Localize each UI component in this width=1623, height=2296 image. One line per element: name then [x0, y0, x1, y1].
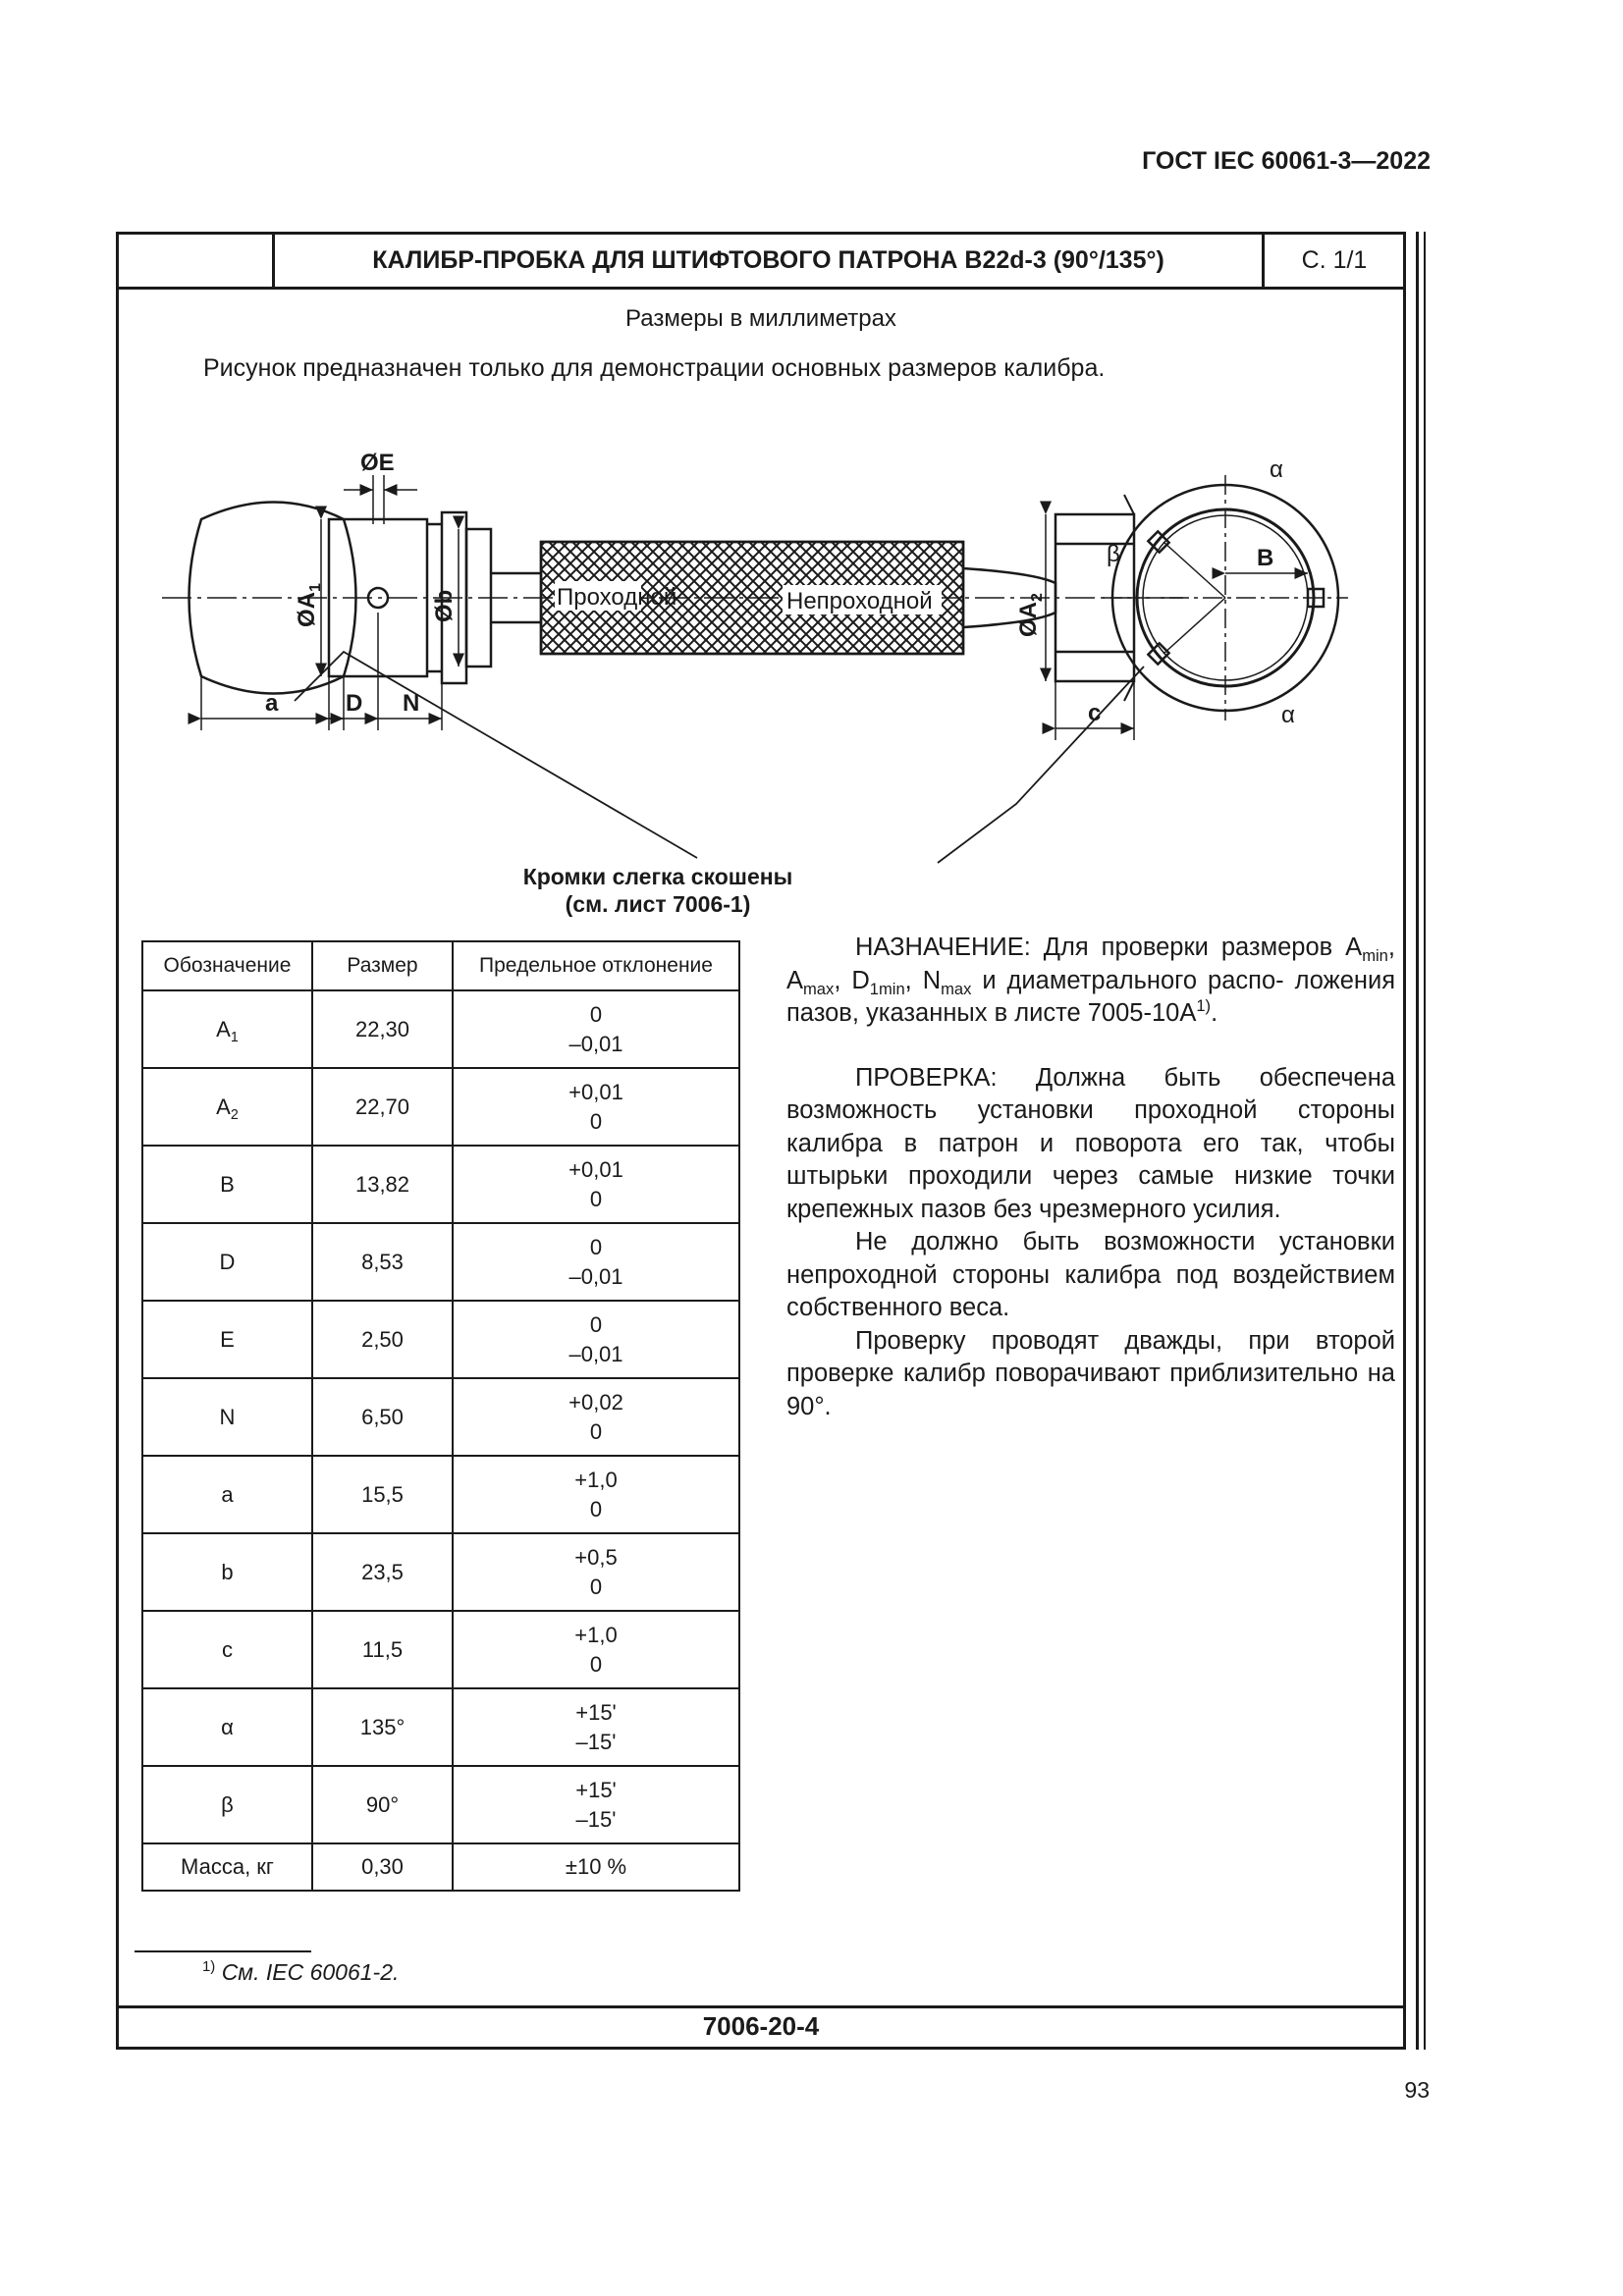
table-row: β 90° +15' –15' [142, 1766, 739, 1843]
demo-note: Рисунок предназначен только для демонстрации основных размеров калибра. [203, 354, 1106, 382]
table-row: B 13,82 +0,01 0 [142, 1146, 739, 1223]
label-nogo: Непроходной [786, 588, 933, 614]
label-a: a [265, 690, 279, 717]
check-paragraph-2: Не должно быть возможности установки непроходной стороны калибра под воздействием собственного веса. [786, 1228, 1395, 1321]
check-paragraph-1: ПРОВЕРКА: Должна быть обеспечена возможность установки проходной стороны калибра в патрон и поворота его так, чтобы штырьки проходили через самые низкие точки крепежных пазов без чрезмерного усилия. [786, 1063, 1395, 1223]
label-b-dia: Øb [431, 589, 458, 622]
label-a2: $ØA_2$ [1015, 593, 1046, 637]
callout-leader-left [295, 652, 697, 858]
sheet-id: 7006-20-4 [702, 2011, 820, 2041]
table-row-mass: Масса, кг 0,30 ±10 % [142, 1843, 739, 1891]
footer-rule [119, 2005, 1403, 2008]
table-row: c 11,5 +1,0 0 [142, 1611, 739, 1688]
table-row: b 23,5 +0,5 0 [142, 1533, 739, 1611]
frame-double-line-thin [1424, 232, 1426, 2050]
table-header-row [142, 941, 739, 990]
label-beta: β [1107, 541, 1120, 567]
label-e: ØE [360, 450, 395, 476]
callout-text-2: (см. лист 7006-1) [565, 891, 751, 917]
check-paragraph-3: Проверку проводят дважды, при второй проверке калибр поворачивают приблизительно на 90°. [786, 1326, 1395, 1420]
label-go: Проходной [557, 584, 677, 611]
table-row: $A_2$ 22,70 +0,01 0 [142, 1068, 739, 1146]
callout-leader-right [938, 667, 1144, 863]
frame-double-line [1416, 232, 1419, 2050]
label-alpha-bottom: α [1281, 702, 1295, 728]
footnote: $^{1)}$ См. IEC 60061-2. [202, 1958, 400, 1985]
dimensions-table [141, 940, 740, 1892]
page-number: 93 [1404, 2077, 1430, 2103]
standard-id: ГОСТ IEC 60061-3—2022 [1142, 147, 1431, 175]
table-row: E 2,50 0 –0,01 [142, 1301, 739, 1378]
label-b: B [1257, 545, 1274, 571]
sheet-title: КАЛИБР-ПРОБКА ДЛЯ ШТИФТОВОГО ПАТРОНА B22d-3 (90°/135°) [275, 235, 1265, 287]
label-n: N [403, 690, 420, 717]
gauge-drawing [152, 416, 1380, 927]
notes-block [786, 932, 1395, 1423]
label-a1: $ØA_1$ [294, 583, 324, 627]
footnote-rule [135, 1950, 311, 1952]
sheet-header [119, 235, 1403, 290]
callout-text-1: Кромки слегка скошены [522, 864, 793, 889]
table-row: D 8,53 0 –0,01 [142, 1223, 739, 1301]
table-row: a 15,5 +1,0 0 [142, 1456, 739, 1533]
label-d: D [346, 690, 363, 717]
label-c: c [1088, 700, 1102, 726]
col-designation: Обозначение [142, 941, 312, 990]
label-alpha-top: α [1270, 456, 1283, 483]
table-row: $A_1$ 22,30 0 –0,01 [142, 990, 739, 1068]
sheet-page-ref: С. 1/1 [1301, 246, 1368, 274]
header-empty-cell [119, 235, 275, 287]
table-row: N 6,50 +0,02 0 [142, 1378, 739, 1456]
col-size: Размер [312, 941, 453, 990]
table-row: α 135° +15' –15' [142, 1688, 739, 1766]
sheet-frame [116, 232, 1406, 2050]
units-note: Размеры в миллиметрах [625, 305, 896, 332]
purpose-paragraph: НАЗНАЧЕНИЕ: Для проверки размеров $A_{min}$, $A_{max}$, $D_{1min}$, $N_{max}$ и диаметрального распо- ложения пазов, указанных в листе $7005-10A^{1)}$. [786, 934, 1396, 1027]
col-tolerance: Предельное отклонение [453, 941, 739, 990]
